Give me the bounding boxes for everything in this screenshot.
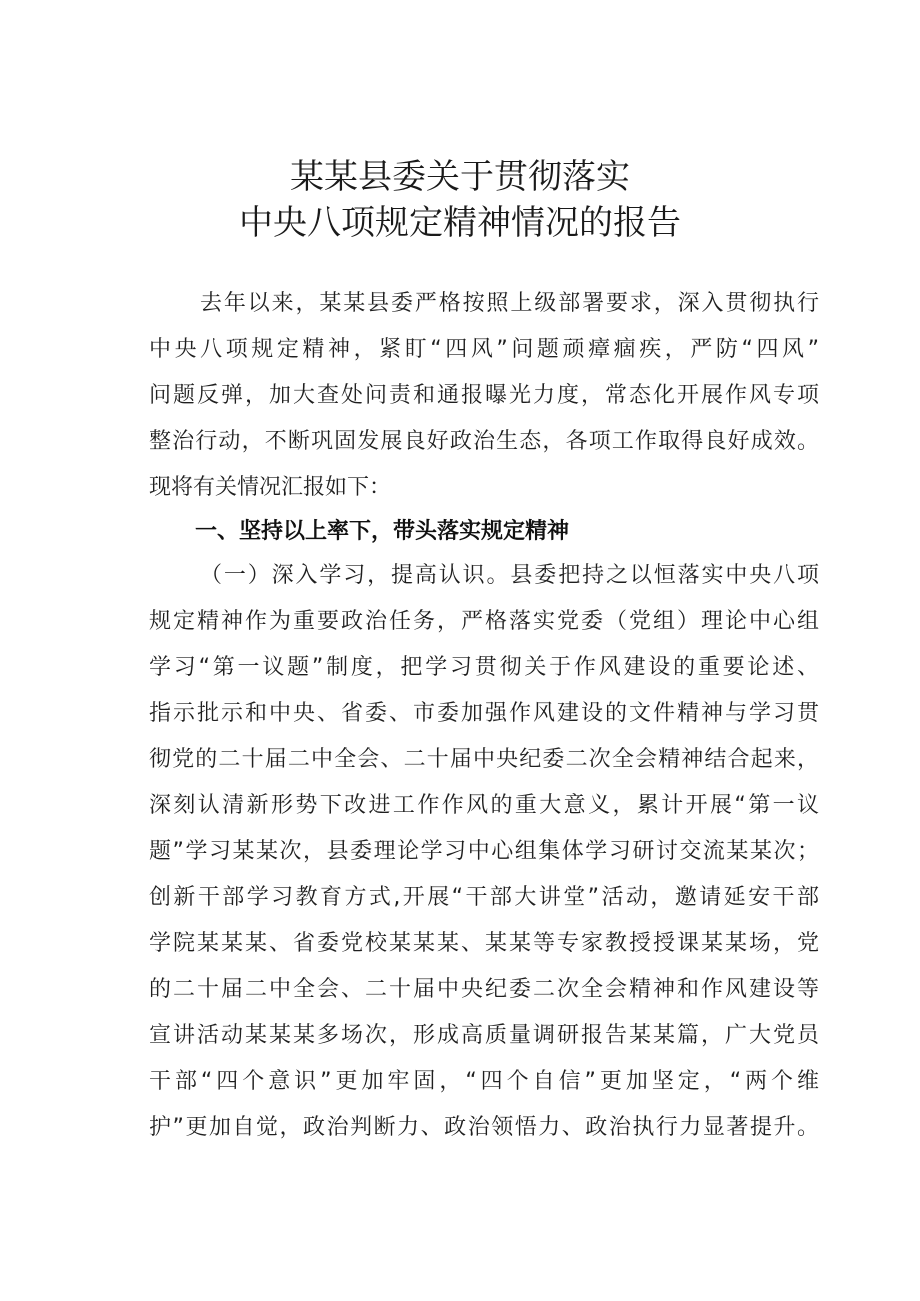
intro-line: 整治行动，不断巩固发展良好政治生态，各项工作取得良好成效。 bbox=[149, 429, 819, 454]
body-line: 的二十届二中全会、二十届中央纪委二次全会精神和作风建设等 bbox=[149, 977, 819, 1002]
body-line: 创新干部学习教育方式,开展“干部大讲堂”活动，邀请延安干部 bbox=[149, 885, 819, 910]
intro-line: 去年以来，某某县委严格按照上级部署要求，深入贯彻执行 bbox=[200, 291, 819, 316]
body-line: 指示批示和中央、省委、市委加强作风建设的文件精神与学习贯 bbox=[149, 701, 819, 726]
body-line: 学习“第一议题”制度，把学习贯彻关于作风建设的重要论述、 bbox=[149, 655, 819, 680]
body-line: 护”更加自觉，政治判断力、政治领悟力、政治执行力显著提升。 bbox=[149, 1115, 819, 1140]
body-line: 学院某某某、省委党校某某某、某某等专家教授授课某某场，党 bbox=[149, 931, 819, 956]
body-line: 题”学习某某次，县委理论学习中心组集体学习研讨交流某某次； bbox=[149, 839, 819, 864]
body-line: 干部“四个意识”更加牢固，“四个自信”更加坚定，“两个维 bbox=[149, 1069, 819, 1094]
intro-line: 中央八项规定精神，紧盯“四风”问题顽瘴痼疾，严防“四风” bbox=[149, 337, 819, 362]
section-heading: 一、坚持以上率下，带头落实规定精神 bbox=[195, 519, 570, 544]
body-line: 规定精神作为重要政治任务，严格落实党委（党组）理论中心组 bbox=[149, 609, 819, 634]
body-line: 彻党的二十届二中全会、二十届中央纪委二次全会精神结合起来， bbox=[149, 747, 819, 772]
intro-line: 问题反弹，加大查处问责和通报曝光力度，常态化开展作风专项 bbox=[149, 383, 819, 408]
title-line-2: 中央八项规定精神情况的报告 bbox=[239, 203, 681, 243]
body-line: 深刻认清新形势下改进工作作风的重大意义，累计开展“第一议 bbox=[149, 793, 819, 818]
body-line: （一）深入学习，提高认识。县委把持之以恒落实中央八项 bbox=[200, 563, 819, 588]
body-line: 宣讲活动某某某多场次，形成高质量调研报告某某篇，广大党员 bbox=[149, 1023, 819, 1048]
intro-line: 现将有关情况汇报如下： bbox=[149, 475, 392, 500]
title-line-1: 某某县委关于贯彻落实 bbox=[290, 157, 630, 197]
